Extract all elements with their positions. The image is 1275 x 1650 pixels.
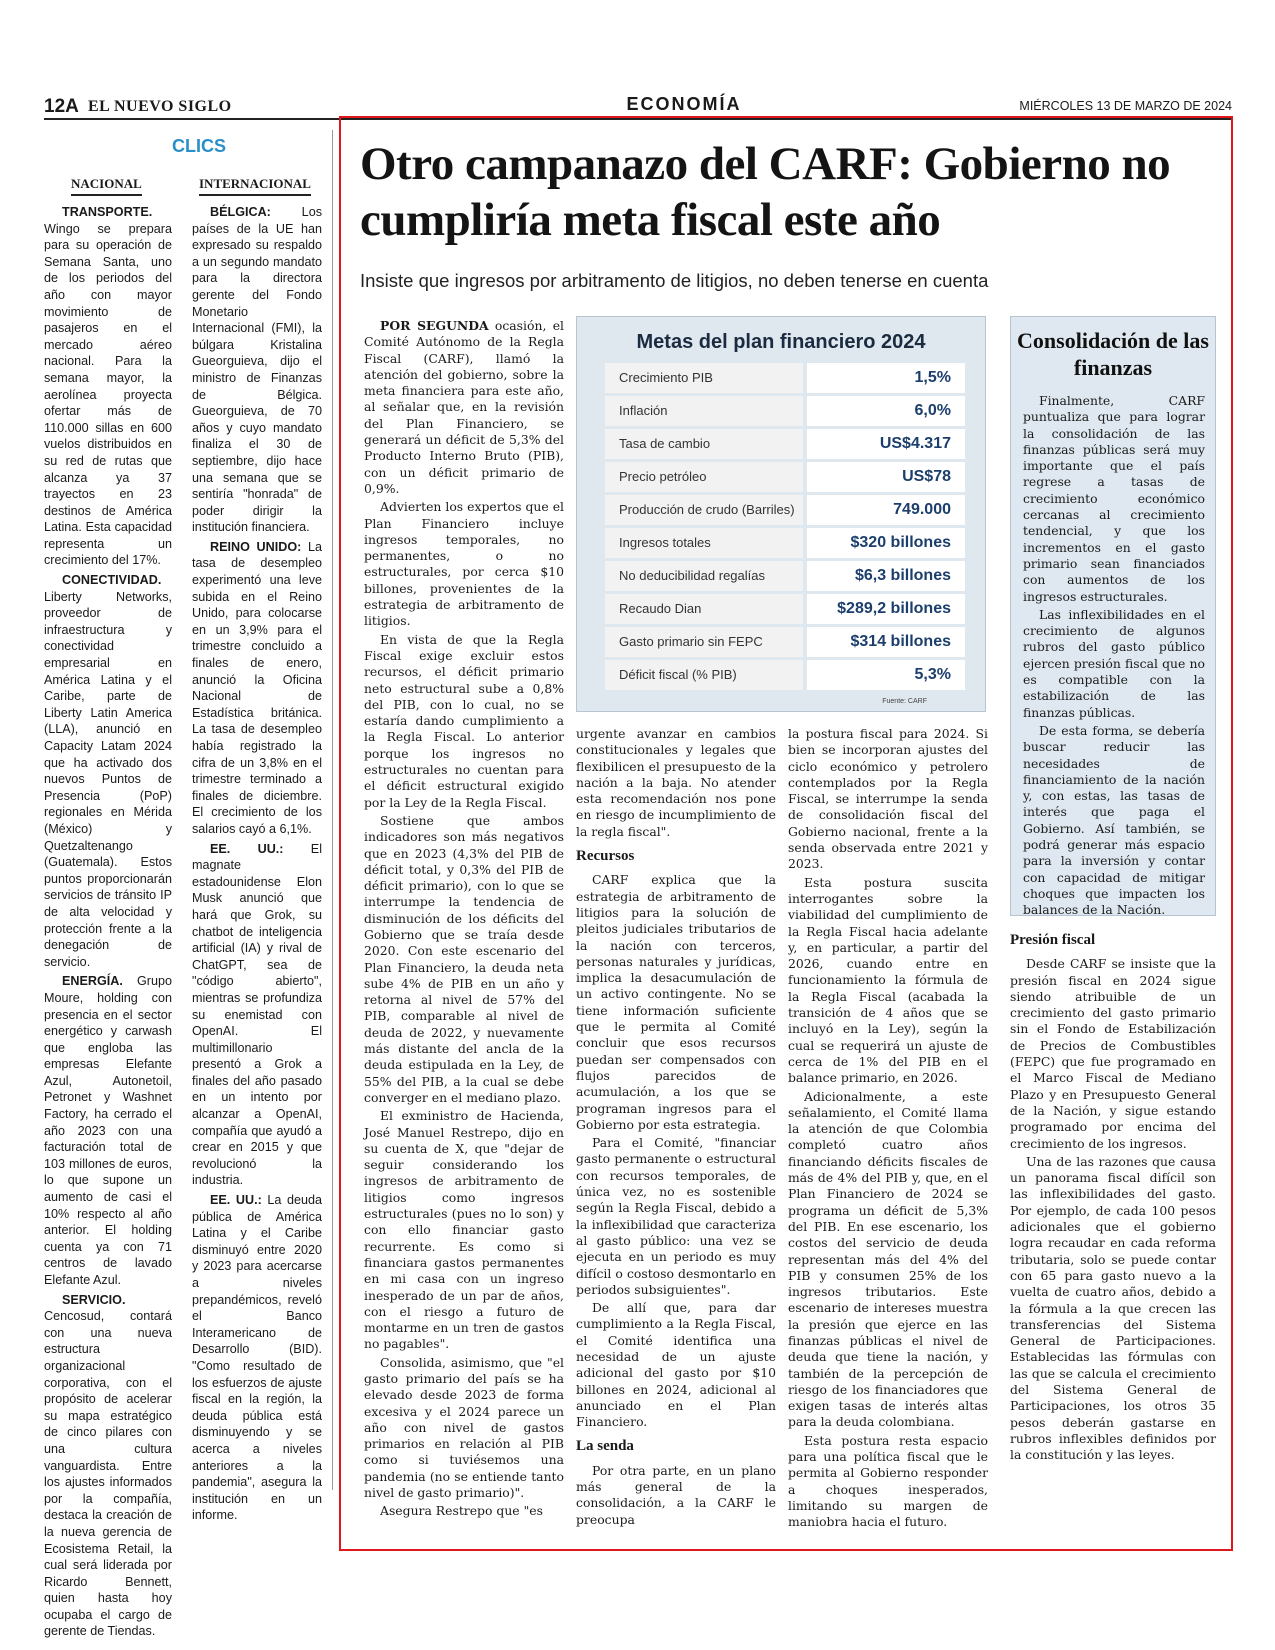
article-paragraph: Advierten los expertos que el Plan Financiero incluye ingresos temporales, no permanentes, o no estructurales, por cerca $10 billones, provenientes de la estrategia de arbitramento de litigios. bbox=[364, 499, 564, 629]
sidebar-body bbox=[1023, 393, 1205, 921]
article-paragraph: Adicionalmente, a este señalamiento, el Comité llama la atención de que Colombia completó cuatro años financiando déficits fiscales de más de 4% del PIB y, que, en el Plan Financiero de 2024 se programa un déficit de 5,3% del PIB. En ese escenario, los costos del servicio de deuda representan más del 4% del PIB y consumen 25% de los ingresos tributarios. Este escenario de intereses muestra la presión que ejerce en las finanzas públicas el nivel de deuda que tiene la nación, y también de la percepción de riesgo de los financiadores que exigen tasas de interés altas para la deuda colombiana. bbox=[788, 1088, 988, 1430]
article-paragraph: Asegura Restrepo que "es bbox=[380, 1503, 543, 1519]
brief-item: SERVICIO. Cencosud, contará con una nueva estructura organizacional corporativa, con el propósito de acelerar su mapa estratégico de cinco pilares con una cultura vanguardista. Entre los ajustes informados por la compañía, destaca la creación de la nueva gerencia de Ecosistema Retail, la cual será liderada por Ricardo Bennett, quien hasta hoy ocupaba el cargo de gerente de Tiendas. bbox=[44, 1292, 172, 1639]
article-paragraph: Para el Comité, "financiar gasto permanente o estructural con recursos temporales, de única vez, no es sostenible según la Regla Fiscal, debido a la inflexibilidad que caracteriza al gasto público: una vez se ejecuta en un periodo es muy difícil o costoso desmontarlo en periodos subsiguientes". bbox=[576, 1135, 776, 1297]
article-column-4 bbox=[1010, 932, 1216, 1466]
sidebar-paragraph: Las inflexibilidades en el crecimiento de algunos rubros del gasto público ejercen presión fiscal que no es compatible con la estabilización de las finanzas públicas. bbox=[1023, 606, 1205, 720]
table-row: Ingresos totales $320 billones bbox=[605, 528, 965, 558]
article-column-2 bbox=[576, 726, 776, 1530]
article-paragraph: la postura fiscal para 2024. Si bien se incorporan ajustes del ciclo económico y petrolero contemplados por la Regla Fiscal, se interrumpe la senda de consolidación fiscal del Gobierno nacional, frente a la senda observada entre 2021 y 2023. bbox=[788, 726, 988, 872]
article-paragraph: Desde CARF se insiste que la presión fiscal en 2024 sigue siendo atribuible de un crecimiento del gasto primario sin el Fondo de Estabilización de Precios de Combustibles (FEPC) que fue programado en el Marco Fiscal de Mediano Plazo y en Presupuesto General de la Nación, y sigue estando programado por encima del crecimiento de los ingresos. bbox=[1010, 956, 1216, 1151]
article-column-1 bbox=[364, 318, 564, 1522]
nacional-briefs bbox=[44, 204, 172, 1643]
clics-title: CLICS bbox=[172, 136, 226, 156]
article-paragraph: Esta postura resta espacio para una política fiscal que le permita al Gobierno responder a choques inesperados, limitando su margen de maniobra hacia el futuro. bbox=[788, 1432, 988, 1530]
table-row: No deducibilidad regalías $6,3 billones bbox=[605, 561, 965, 591]
article-paragraph: Una de las razones que causa un panorama fiscal difícil son las inflexibilidades del gasto. Por ejemplo, de cada 100 pesos adicionales que el gobierno logra recaudar en cada reforma tributaria, solo se puede contar con 65 para gasto nuevo a la vuelta de cuatro años, debido a la fórmula a la que crecen las transferencias del Sistema General de Participaciones. Establecidas las fórmulas con las que se calcula el crecimiento del Sistema General de Participaciones, los otros 35 pesos deberán gastarse en rubros inflexibles definidos por la constitución y las leyes. bbox=[1010, 1153, 1216, 1463]
table-row: Precio petróleo US$78 bbox=[605, 462, 965, 492]
article-paragraph: CARF explica que la estrategia de arbitramento de litigios para la solución de pleitos judiciales tributarios de la nación con terceros, personas naturales y jurídicas, implica la desacumulación de un activo contingente. No se tiene información suficiente que le permita al Comité concluir que esos recursos puedan ser compensados con flujos parecidos de acumulación, a los que se programan ingresos para el Gobierno por esta estrategia. bbox=[576, 872, 776, 1132]
article-column-3 bbox=[788, 726, 988, 1533]
financial-targets-table bbox=[576, 316, 986, 712]
article-paragraph: El exministro de Hacienda, José Manuel Restrepo, dijo en su cuenta de X, que "dejar de seguir considerando los ingresos de arbitramento de litigios como ingresos estructurales (pues no lo son) y con ello financiar gasto recurrente. Es como si financiara gastos permanentes en mi casa con un ingreso inesperado de un par de años, con el riesgo a futuro de montarme en un tren de gastos no pagables". bbox=[364, 1108, 564, 1352]
article-paragraph: Esta postura suscita interrogantes sobre la viabilidad del cumplimiento de la Regla Fiscal hacia adelante y, en particular, a partir del 2026, cuando entre en funcionamiento la fórmula de la Regla Fiscal (acabada la transición de 4 años que se incluyó en la Ley), según la cual se requerirá un ajuste de cerca de 1% del PIB en el balance primario, en 2026. bbox=[788, 874, 988, 1086]
brief-item: REINO UNIDO: La tasa de desempleo experimentó una leve subida en el Reino Unido, para colocarse en un 3,9% para el trimestre concluido a finales de enero, anunció la Oficina Nacional de Estadística británica. La tasa de desempleo había registrado la cifra de un 3,8% en el trimestre terminado a finales de diciembre. El crecimiento de los salarios cayó a 6,1%. bbox=[192, 539, 322, 836]
table-row: Déficit fiscal (% PIB) 5,3% bbox=[605, 660, 965, 690]
brief-item: EE. UU.: La deuda pública de América Latina y el Caribe disminuyó entre 2020 y 2023 para acercarse a niveles prepandémicos, reveló el Banco Interamericano de Desarrollo (BID). "Como resultado de los esfuerzos de ajuste fiscal en la región, la deuda pública está disminuyendo y se acerca a niveles anteriores a la pandemia", asegura la institución en un informe. bbox=[192, 1193, 322, 1523]
table-title: Metas del plan financiero 2024 bbox=[636, 331, 926, 353]
article-subtitle: Insiste que ingresos por arbitramento de litigios, no deben tenerse en cuenta bbox=[360, 270, 989, 291]
issue-date: MIÉRCOLES 13 DE MARZO DE 2024 bbox=[1019, 99, 1232, 113]
internacional-heading: INTERNACIONAL bbox=[199, 176, 311, 196]
article-headline: Otro campanazo del CARF: Gobierno no cumpliría meta fiscal este año bbox=[360, 138, 1171, 246]
sidebar-box bbox=[1010, 316, 1216, 916]
article-paragraph: urgente avanzar en cambios constitucionales y legales que flexibilicen el presupuesto de la nación a la baja. No atender esta recomendación nos pone en riesgo de incumplimiento de la regla fiscal". bbox=[576, 726, 776, 839]
sidebar-title: Consolidación de las finanzas bbox=[1017, 328, 1209, 380]
subheading-la-senda: La senda bbox=[576, 1438, 634, 1455]
table-row: Inflación 6,0% bbox=[605, 396, 965, 426]
brief-item: TRANSPORTE. Wingo se prepara para su operación de Semana Santa, uno de los periodos del año con mayor movimiento de pasajeros en el mercado aéreo nacional. Para la semana mayor, la aerolínea proyecta ofertar más de 110.000 sillas en 600 vuelos distribuidos en su red de rutas que alcanza ya 37 trayectos en 23 destinos de América Latina. Esta capacidad representa un crecimiento del 17%. bbox=[44, 205, 172, 568]
article-paragraph: Sostiene que ambos indicadores son más negativos que en 2023 (4,3% del PIB de déficit total, y 0,3% del PIB de déficit primario), con lo que se interrumpe la tendencia de disminución de los déficits del Gobierno que se traía desde 2020. Con este escenario del Plan Financiero, la deuda neta sube 4% de PIB en un año y retorna al nivel de 57% del PIB, comparable al nivel de deuda de 2022, y nuevamente más distante del ancla de la deuda estipulada en la Ley, de 55% del PIB, a la cual se debe converger en el mediano plazo. bbox=[364, 812, 564, 1105]
newspaper-name: EL NUEVO SIGLO bbox=[88, 98, 232, 115]
page-header bbox=[44, 96, 1232, 118]
brief-item: CONECTIVIDAD. Liberty Networks, proveedor de infraestructura y conectividad empresarial en América Latina y el Caribe, parte de Liberty Latin America (LLA), anunció en Capacity Latam 2024 que ha activado dos nuevos Puntos de Presencia (PoP) regionales en Mérida (México) y Quetzaltenango (Guatemala). Estos puntos proporcionarán servicios de tránsito IP de alta velocidad y protección frente a la denegación de servicio. bbox=[44, 573, 172, 969]
nacional-heading: NACIONAL bbox=[71, 176, 142, 196]
article-paragraph: En vista de que la Regla Fiscal exige excluir estos recursos, el déficit primario neto estructural sube a 0,8% del PIB, con lo cual, no se estaría dando cumplimiento a la Regla Fiscal. Lo anterior porque los ingresos no estructurales no cuentan para el déficit estructural exigido por la Ley de la Regla Fiscal. bbox=[364, 631, 564, 810]
table-source: Fuente: CARF bbox=[882, 698, 927, 705]
table-row: Tasa de cambio US$4.317 bbox=[605, 429, 965, 459]
article-paragraph: Por otra parte, en un plano más general de la consolidación, a la CARF le preocupa bbox=[576, 1462, 776, 1527]
article-paragraph: De allí que, para dar cumplimiento a la Regla Fiscal, el Comité identifica una necesidad de un ajuste adicional del gasto por $10 billones en 2024, adicional al anunciado en el Plan Financiero. bbox=[576, 1300, 776, 1430]
table-row: Recaudo Dian $289,2 billones bbox=[605, 594, 965, 624]
column-divider bbox=[332, 130, 333, 1490]
table-row: Gasto primario sin FEPC $314 billones bbox=[605, 627, 965, 657]
brief-item: EE. UU.: El magnate estadounidense Elon Musk anunció que hará que Grok, su chatbot de inteligencia artificial (IA) y rival de ChatGPT, sea de "código abierto", mientras se profundiza su enemistad con OpenAI. El multimillonario presentó a Grok a finales del año pasado en un intento por alcanzar a OpenAI, compañía que ayudó a crear en 2015 y que revolucionó la industria. bbox=[192, 841, 323, 1188]
article-paragraph: POR SEGUNDA ocasión, el Comité Autónomo de la Regla Fiscal (CARF), llamó la atención del gobierno, sobre la meta financiera para este año, al señalar que, en la revisión del Plan Financiero, se generará un déficit de 5,3% del Producto Interno Bruto (PIB), con un déficit primario de 0,9%. bbox=[364, 318, 564, 496]
table-row: Producción de crudo (Barriles) 749.000 bbox=[605, 495, 965, 525]
sidebar-paragraph: Finalmente, CARF puntualiza que para lograr la consolidación de las finanzas públicas será muy importante que el país regrese a tasas de crecimiento económico cercanas al crecimiento tendencial, y que los incrementos en el gasto primario sean financiados con aumentos de los ingresos estructurales. bbox=[1023, 393, 1205, 604]
page-number: 12A bbox=[44, 96, 79, 117]
table-row: Crecimiento PIB 1,5% bbox=[605, 363, 965, 393]
article-paragraph: Consolida, asimismo, que "el gasto primario del país se ha elevado desde 2023 de forma excesiva y el 2024 parece un año con nivel de gastos primarios en relación al PIB como si tuviésemos una pandemia (no se entiende tanto nivel de gasto primario)". bbox=[364, 1354, 564, 1501]
subheading-presion-fiscal: Presión fiscal bbox=[1010, 932, 1096, 948]
internacional-briefs bbox=[192, 204, 322, 1527]
section-name: ECONOMÍA bbox=[626, 94, 742, 114]
sidebar-paragraph: De esta forma, se debería buscar reducir las necesidades de financiamiento de la nación y, con estas, las tasas de interés que paga el Gobierno. Así también, se podrá generar más espacio para la inversión y contar con capacidad de mitigar choques que impacten los balances de la Nación. bbox=[1023, 722, 1205, 918]
brief-item: ENERGÍA. Grupo Moure, holding con presencia en el sector energético y carwash que engloba las empresas Elefante Azul, Autonetoil, Petronet y Washnet Factory, ha cerrado el año 2023 con una facturación total de 103 millones de euros, lo que supone un aumento de casi el 10% respecto al año anterior. El holding cuenta ya con 71 centros de lavado Elefante Azul. bbox=[44, 974, 172, 1287]
brief-item: BÉLGICA: Los países de la UE han expresado su respaldo a un segundo mandato para la directora gerente del Fondo Monetario Internacional (FMI), la búlgara Kristalina Gueorguieva, dijo el ministro de Finanzas de Bélgica. Gueorguieva, de 70 años y cuyo mandato finaliza el 30 de septiembre, dijo hace una semana que se sentiría "honrada" de poder dirigir la institución financiera. bbox=[192, 205, 322, 535]
subheading-recursos: Recursos bbox=[576, 848, 635, 865]
